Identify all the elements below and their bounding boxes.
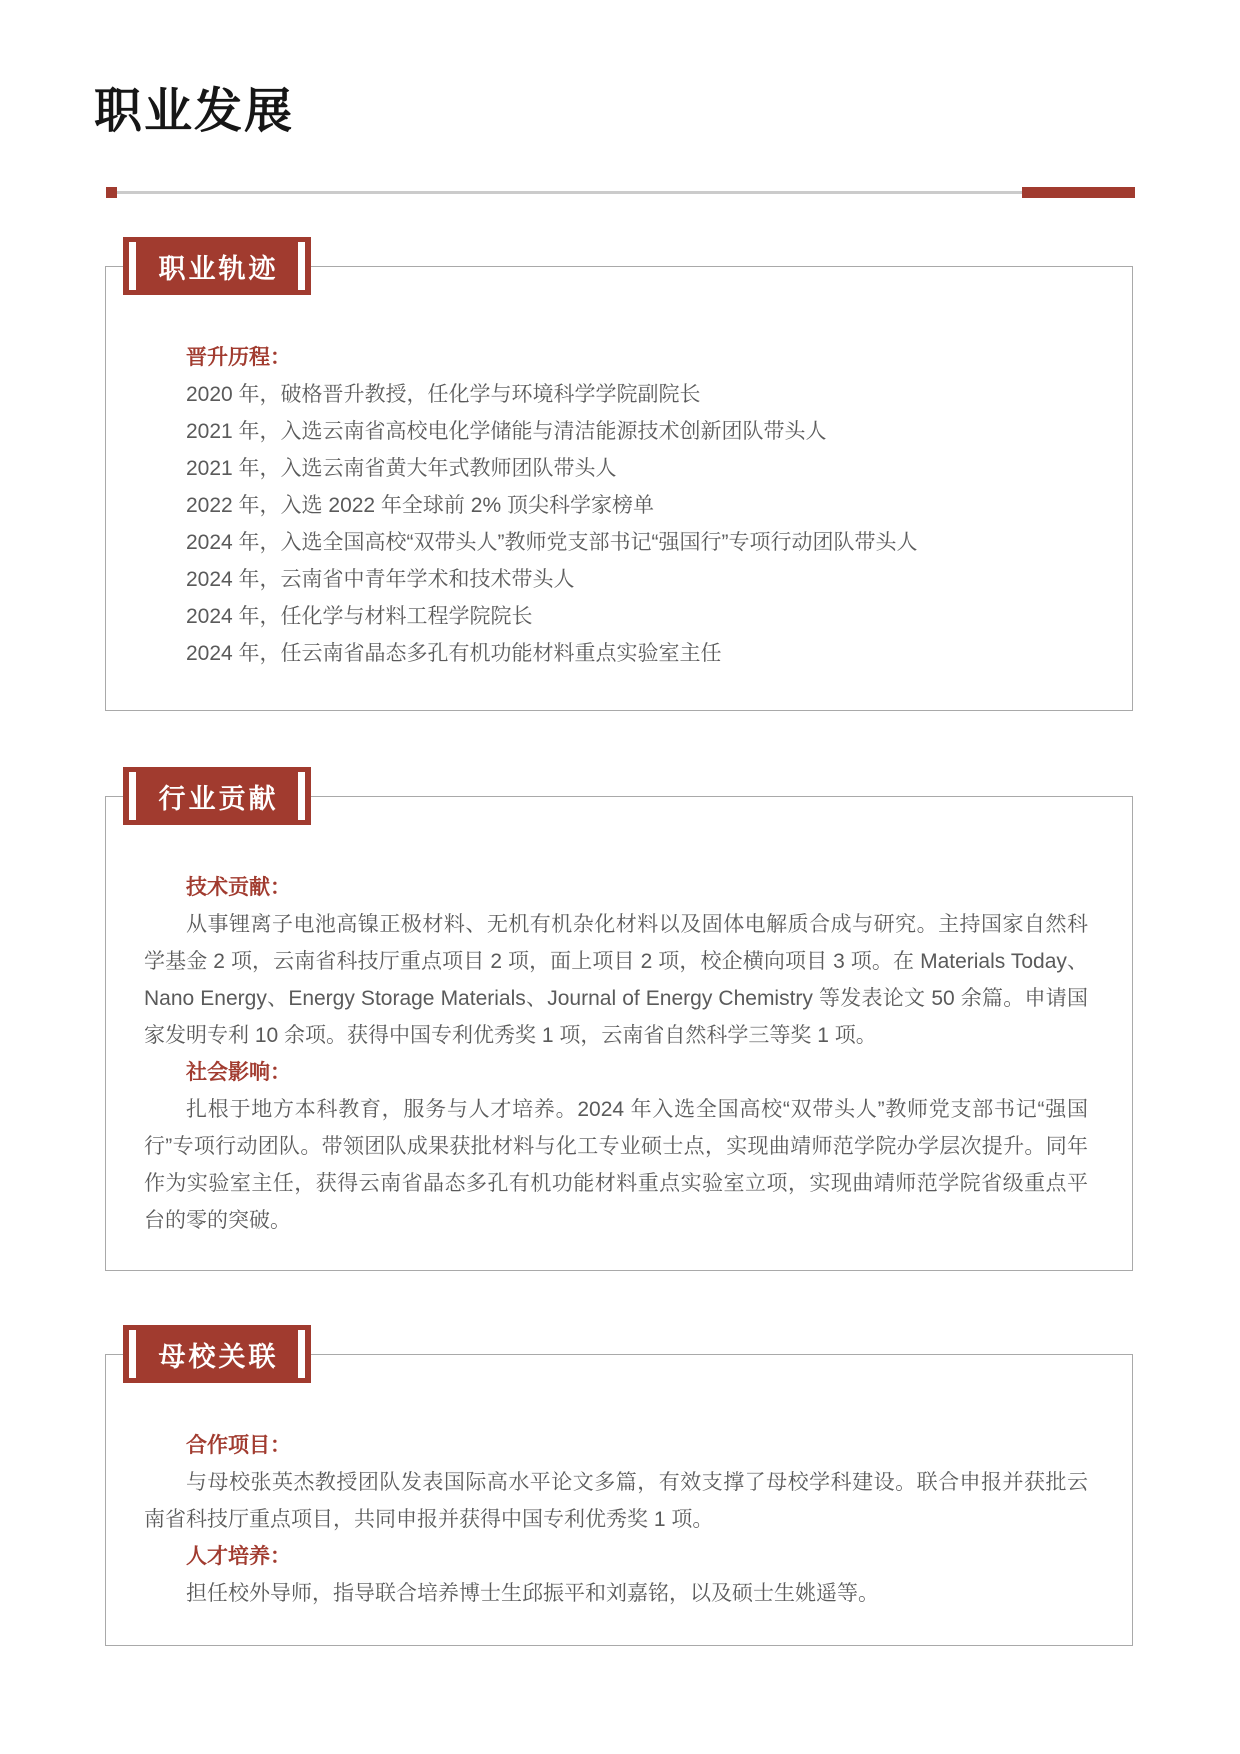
badge-stripe-right	[298, 242, 305, 290]
section-badge	[123, 1325, 311, 1383]
timeline-item: 2024 年，云南省中青年学术和技术带头人	[186, 568, 575, 591]
subheading-cooperation-projects: 合作项目：	[186, 1434, 291, 1457]
timeline-item: 2020 年，破格晋升教授，任化学与环境科学学院副院长	[186, 383, 701, 406]
rule-right-bar	[1022, 187, 1135, 198]
timeline-item: 2024 年，入选全国高校“双带头人”教师党支部书记“强国行”专项行动团队带头人	[186, 531, 918, 554]
paragraph-talent-cultivation: 担任校外导师，指导联合培养博士生邱振平和刘嘉铭，以及硕士生姚遥等。	[186, 1582, 879, 1605]
page-title: 职业发展	[94, 85, 295, 138]
badge-stripe-left	[129, 772, 136, 820]
paragraph-social-impact: 扎根于地方本科教育，服务与人才培养。2024 年入选全国高校“双带头人”教师党支部书记“强国行”专项行动团队。带领团队成果获批材料与化工专业硕士点，实现曲靖师范学院办学层次提升。同年作为实验室主任，获得云南省晶态多孔有机功能材料重点实验室立项，实现曲靖师范学院省级重点平台的零的突破。	[144, 1098, 1088, 1232]
badge-stripe-right	[298, 772, 305, 820]
subheading-talent-cultivation: 人才培养：	[186, 1545, 291, 1568]
section-box	[105, 796, 1133, 1271]
badge-stripe-left	[129, 242, 136, 290]
timeline-item: 2021 年，入选云南省高校电化学储能与清洁能源技术创新团队带头人	[186, 420, 827, 443]
subheading-technical-contribution: 技术贡献：	[186, 876, 291, 899]
timeline-item: 2024 年，任化学与材料工程学院院长	[186, 605, 533, 628]
title-rule	[106, 191, 1135, 194]
section-badge	[123, 767, 311, 825]
timeline-item: 2024 年，任云南省晶态多孔有机功能材料重点实验室主任	[186, 642, 722, 665]
timeline-item: 2022 年，入选 2022 年全球前 2% 顶尖科学家榜单	[186, 494, 654, 517]
section-badge	[123, 237, 311, 295]
badge-label: 母校关联	[158, 1341, 279, 1372]
section-box	[105, 1354, 1133, 1646]
rule-left-square	[106, 187, 117, 198]
badge-stripe-left	[129, 1330, 136, 1378]
section-box	[105, 266, 1133, 711]
subheading-social-impact: 社会影响：	[186, 1061, 291, 1084]
paragraph-cooperation-projects: 与母校张英杰教授团队发表国际高水平论文多篇，有效支撑了母校学科建设。联合申报并获批云南省科技厅重点项目，共同申报并获得中国专利优秀奖 1 项。	[144, 1471, 1088, 1531]
badge-label: 职业轨迹	[158, 253, 279, 284]
badge-stripe-right	[298, 1330, 305, 1378]
timeline-item: 2021 年，入选云南省黄大年式教师团队带头人	[186, 457, 617, 480]
subheading-promotion-history: 晋升历程：	[186, 346, 291, 369]
badge-label: 行业贡献	[158, 783, 279, 814]
paragraph-technical-contribution: 从事锂离子电池高镍正极材料、无机有机杂化材料以及固体电解质合成与研究。主持国家自然科学基金 2 项，云南省科技厅重点项目 2 项，面上项目 2 项，校企横向项目 3 项。在 Materials Today、Nano Energy、Energy Storage Materials、Journal of Energy Chemistry 等发表论文 50 余篇。申请国家发明专利 10 余项。获得中国专利优秀奖 1 项，云南省自然科学三等奖 1 项。	[144, 913, 1088, 1047]
